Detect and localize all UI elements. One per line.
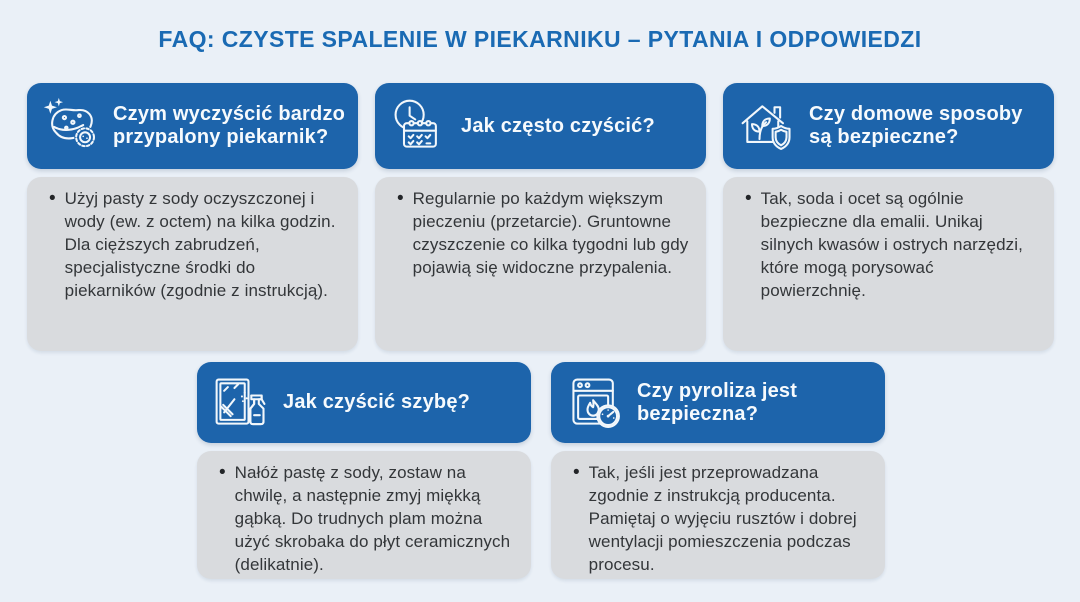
bullet-dot: • bbox=[573, 462, 580, 483]
question-text: Czym wyczyścić bardzo przypalony piekarnik? bbox=[113, 103, 346, 148]
sponge-sparkles-icon bbox=[39, 94, 103, 158]
window-squeegee-spray-icon bbox=[209, 371, 273, 435]
faq-card-pyrolysis bbox=[551, 362, 885, 579]
page-title: FAQ: CZYSTE SPALENIE W PIEKARNIKU – PYTANIA I ODPOWIEDZI bbox=[158, 26, 922, 52]
clock-calendar-icon bbox=[387, 94, 451, 158]
faq-card-glass bbox=[197, 362, 531, 579]
question-text: Czy domowe sposoby są bezpieczne? bbox=[809, 103, 1023, 148]
card-body bbox=[375, 177, 706, 351]
card-header bbox=[375, 83, 706, 169]
question-text: Czy pyroliza jest bezpieczna? bbox=[637, 379, 798, 425]
answer-text: Nałóż pastę z sody, zostaw na chwilę, a następnie zmyj miękką gąbką. Do trudnych plam można użyć skrobaka do płyt ceramicznych (delikatnie). bbox=[234, 463, 511, 574]
faq-card-frequency bbox=[375, 83, 706, 351]
question-text: Jak często czyścić? bbox=[461, 114, 655, 137]
faq-row-top bbox=[27, 83, 1054, 351]
card-body bbox=[197, 451, 531, 579]
bullet-dot: • bbox=[49, 188, 56, 209]
bullet-dot: • bbox=[397, 188, 404, 209]
faq-row-bottom bbox=[197, 362, 885, 579]
card-header bbox=[197, 362, 531, 443]
card-header bbox=[551, 362, 885, 443]
answer-text: Regularnie po każdym większym pieczeniu (przetarcie). Gruntowne czyszczenie co kilka tygodni lub gdy pojawią się widoczne przypalenia. bbox=[412, 189, 689, 277]
house-leaf-shield-icon bbox=[735, 94, 799, 158]
answer-text: Użyj pasty z sody oczyszczonej i wody (ew. z octem) na kilka godzin. Dla cięższych zabrudzeń, specjalistyczne środki do piekarników (zgodnie z instrukcją). bbox=[64, 189, 336, 300]
faq-card-home-methods bbox=[723, 83, 1054, 351]
card-body bbox=[551, 451, 885, 579]
answer-text: Tak, soda i ocet są ogólnie bezpieczne dla emalii. Unikaj silnych kwasów i ostrych narzędzi, które mogą porysować powierzchnię. bbox=[760, 189, 1023, 300]
card-body bbox=[723, 177, 1054, 351]
answer-text: Tak, jeśli jest przeprowadzana zgodnie z instrukcją producenta. Pamiętaj o wyjęciu rusztów i dobrej wentylacji pomieszczenia podczas procesu. bbox=[588, 463, 857, 574]
question-text: Jak czyścić szybę? bbox=[283, 391, 471, 414]
bullet-dot: • bbox=[219, 462, 226, 483]
card-body bbox=[27, 177, 358, 351]
oven-flame-gauge-icon bbox=[563, 371, 627, 435]
faq-card-burnt-oven bbox=[27, 83, 358, 351]
bullet-dot: • bbox=[745, 188, 752, 209]
card-header bbox=[27, 83, 358, 169]
card-header bbox=[723, 83, 1054, 169]
